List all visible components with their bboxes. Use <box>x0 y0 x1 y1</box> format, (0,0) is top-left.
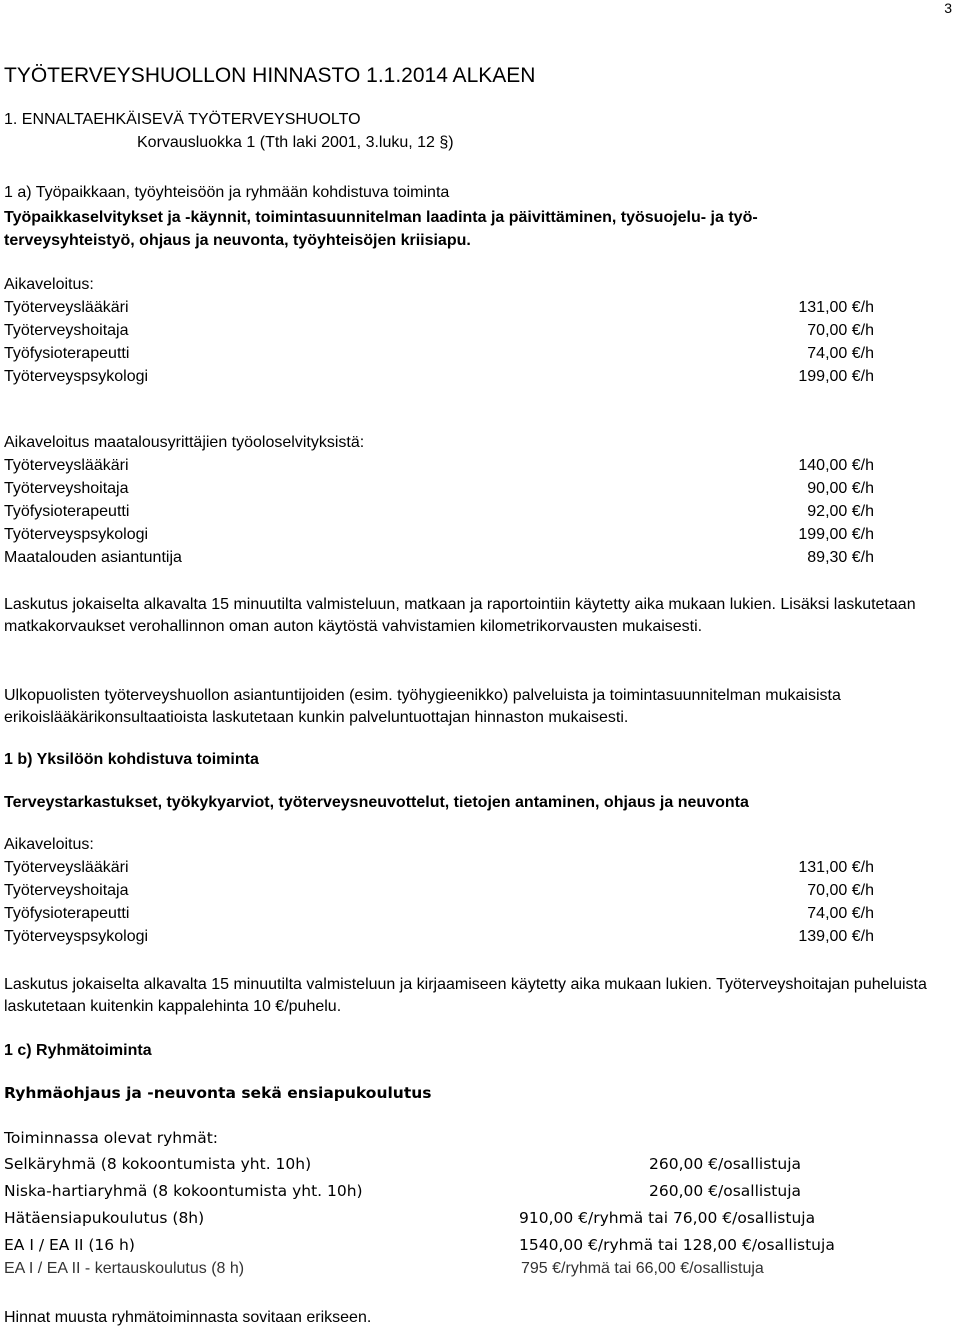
rate-label: Työterveyspsykologi <box>4 368 149 385</box>
group-row <box>4 1182 884 1206</box>
rate-value: 74,00 €/h <box>807 905 874 922</box>
group-label: EA I / EA II (16 h) <box>4 1236 135 1254</box>
rate-value: 131,00 €/h <box>798 859 874 876</box>
rate-label: Työfysioterapeutti <box>4 345 130 362</box>
farm-rate-row <box>4 503 874 525</box>
farm-rate-row <box>4 549 874 571</box>
footer-note: Hinnat muusta ryhmätoiminnasta sovitaan erikseen. <box>4 1309 372 1326</box>
group-row <box>4 1236 884 1260</box>
rate-label: Maatalouden asiantuntija <box>4 549 182 566</box>
document-title: TYÖTERVEYSHUOLLON HINNASTO 1.1.2014 ALKAEN <box>4 64 536 87</box>
rate-value: 74,00 €/h <box>807 345 874 362</box>
external-experts-note: Ulkopuolisten työterveyshuollon asiantuntijoiden (esim. työhygieenikko) palveluista ja toimintasuunnitelman mukaisista erikoislääkärikonsultaatioista laskutetaan kunkin palveluntuottajan hinnaston mukaisesti. <box>4 687 841 726</box>
section-1b-subheading: Terveystarkastukset, työkykyarviot, työterveysneuvottelut, tietojen antaminen, ohjaus ja neuvonta <box>4 794 749 811</box>
group-price: 1540,00 €/ryhmä tai 128,00 €/osallistuja <box>519 1236 835 1254</box>
rate-value: 89,30 €/h <box>807 549 874 566</box>
rate-label: Työterveyspsykologi <box>4 928 149 945</box>
group-price: 260,00 €/osallistuja <box>649 1182 802 1200</box>
farm-rate-row <box>4 457 874 479</box>
rate-row <box>4 299 874 321</box>
farm-billing-title: Aikaveloitus maatalousyrittäjien työoloselvityksistä: <box>4 434 365 451</box>
billing-note: Laskutus jokaiselta alkavalta 15 minuutilta valmisteluun, matkaan ja raportointiin käytetty aika mukaan lukien. Lisäksi laskutetaan matkakorvaukset verohallinnon oman auton käytöstä vahvistamien kilometrikorvausten mukaisesti. <box>4 596 916 635</box>
rate-value: 199,00 €/h <box>798 368 874 385</box>
group-price: 795 €/ryhmä tai 66,00 €/osallistuja <box>521 1260 764 1277</box>
section-1a-description-line-1: Työpaikkaselvitykset ja -käynnit, toimintasuunnitelman laadinta ja päivittäminen, työsuojelu- ja työ- <box>4 209 758 226</box>
rate-value: 92,00 €/h <box>807 503 874 520</box>
farm-rate-row <box>4 480 874 502</box>
rate-row <box>4 928 874 950</box>
rate-label: Työterveyslääkäri <box>4 859 129 876</box>
group-label: Niska-hartiaryhmä (8 kokoontumista yht. 10h) <box>4 1182 363 1200</box>
rate-label: Työterveyshoitaja <box>4 882 129 899</box>
billing-note: Laskutus jokaiselta alkavalta 15 minuutilta valmisteluun ja kirjaamiseen käytetty aika mukaan lukien. Työterveyshoitajan puheluista laskutetaan kuitenkin kappalehinta 10 €/puhelu. <box>4 976 927 1015</box>
rate-row <box>4 859 874 881</box>
group-row <box>4 1209 884 1233</box>
section-1a-description-line-2: terveysyhteistyö, ohjaus ja neuvonta, työyhteisöjen kriisiapu. <box>4 232 471 249</box>
farm-rate-row <box>4 526 874 548</box>
rate-label: Työfysioterapeutti <box>4 503 130 520</box>
section-1a-heading: 1 a) Työpaikkaan, työyhteisöön ja ryhmään kohdistuva toiminta <box>4 184 450 201</box>
section-1c-heading: 1 c) Ryhmätoiminta <box>4 1042 152 1059</box>
rate-row <box>4 882 874 904</box>
section-1b-heading: 1 b) Yksilöön kohdistuva toiminta <box>4 751 259 768</box>
section-1-heading: 1. ENNALTAEHKÄISEVÄ TYÖTERVEYSHUOLTO <box>4 111 361 128</box>
group-price: 910,00 €/ryhmä tai 76,00 €/osallistuja <box>519 1209 816 1227</box>
rate-label: Työfysioterapeutti <box>4 905 130 922</box>
group-price: 260,00 €/osallistuja <box>649 1155 802 1173</box>
rate-value: 70,00 €/h <box>807 322 874 339</box>
rate-value: 70,00 €/h <box>807 882 874 899</box>
rate-value: 140,00 €/h <box>798 457 874 474</box>
rate-value: 131,00 €/h <box>798 299 874 316</box>
group-label: Selkäryhmä (8 kokoontumista yht. 10h) <box>4 1155 312 1173</box>
billing-title: Aikaveloitus: <box>4 276 94 293</box>
rate-label: Työterveyspsykologi <box>4 526 149 543</box>
rate-row <box>4 322 874 344</box>
rate-label: Työterveyslääkäri <box>4 299 129 316</box>
rate-value: 90,00 €/h <box>807 480 874 497</box>
section-1-subheading: Korvausluokka 1 (Tth laki 2001, 3.luku, 12 §) <box>137 134 454 151</box>
group-label: Hätäensiapukoulutus (8h) <box>4 1209 205 1227</box>
rate-label: Työterveyshoitaja <box>4 480 129 497</box>
rate-row <box>4 905 874 927</box>
group-label: EA I / EA II - kertauskoulutus (8 h) <box>4 1260 245 1277</box>
rate-value: 199,00 €/h <box>798 526 874 543</box>
page-number: 3 <box>944 0 952 16</box>
rate-label: Työterveyslääkäri <box>4 457 129 474</box>
groups-title: Toiminnassa olevat ryhmät: <box>4 1129 219 1147</box>
section-1c-subheading: Ryhmäohjaus ja -neuvonta sekä ensiapukoulutus <box>4 1084 432 1102</box>
rate-row <box>4 345 874 367</box>
rate-value: 139,00 €/h <box>798 928 874 945</box>
billing-title: Aikaveloitus: <box>4 836 94 853</box>
rate-label: Työterveyshoitaja <box>4 322 129 339</box>
group-row <box>4 1155 884 1179</box>
group-row <box>4 1260 884 1284</box>
rate-row <box>4 368 874 390</box>
